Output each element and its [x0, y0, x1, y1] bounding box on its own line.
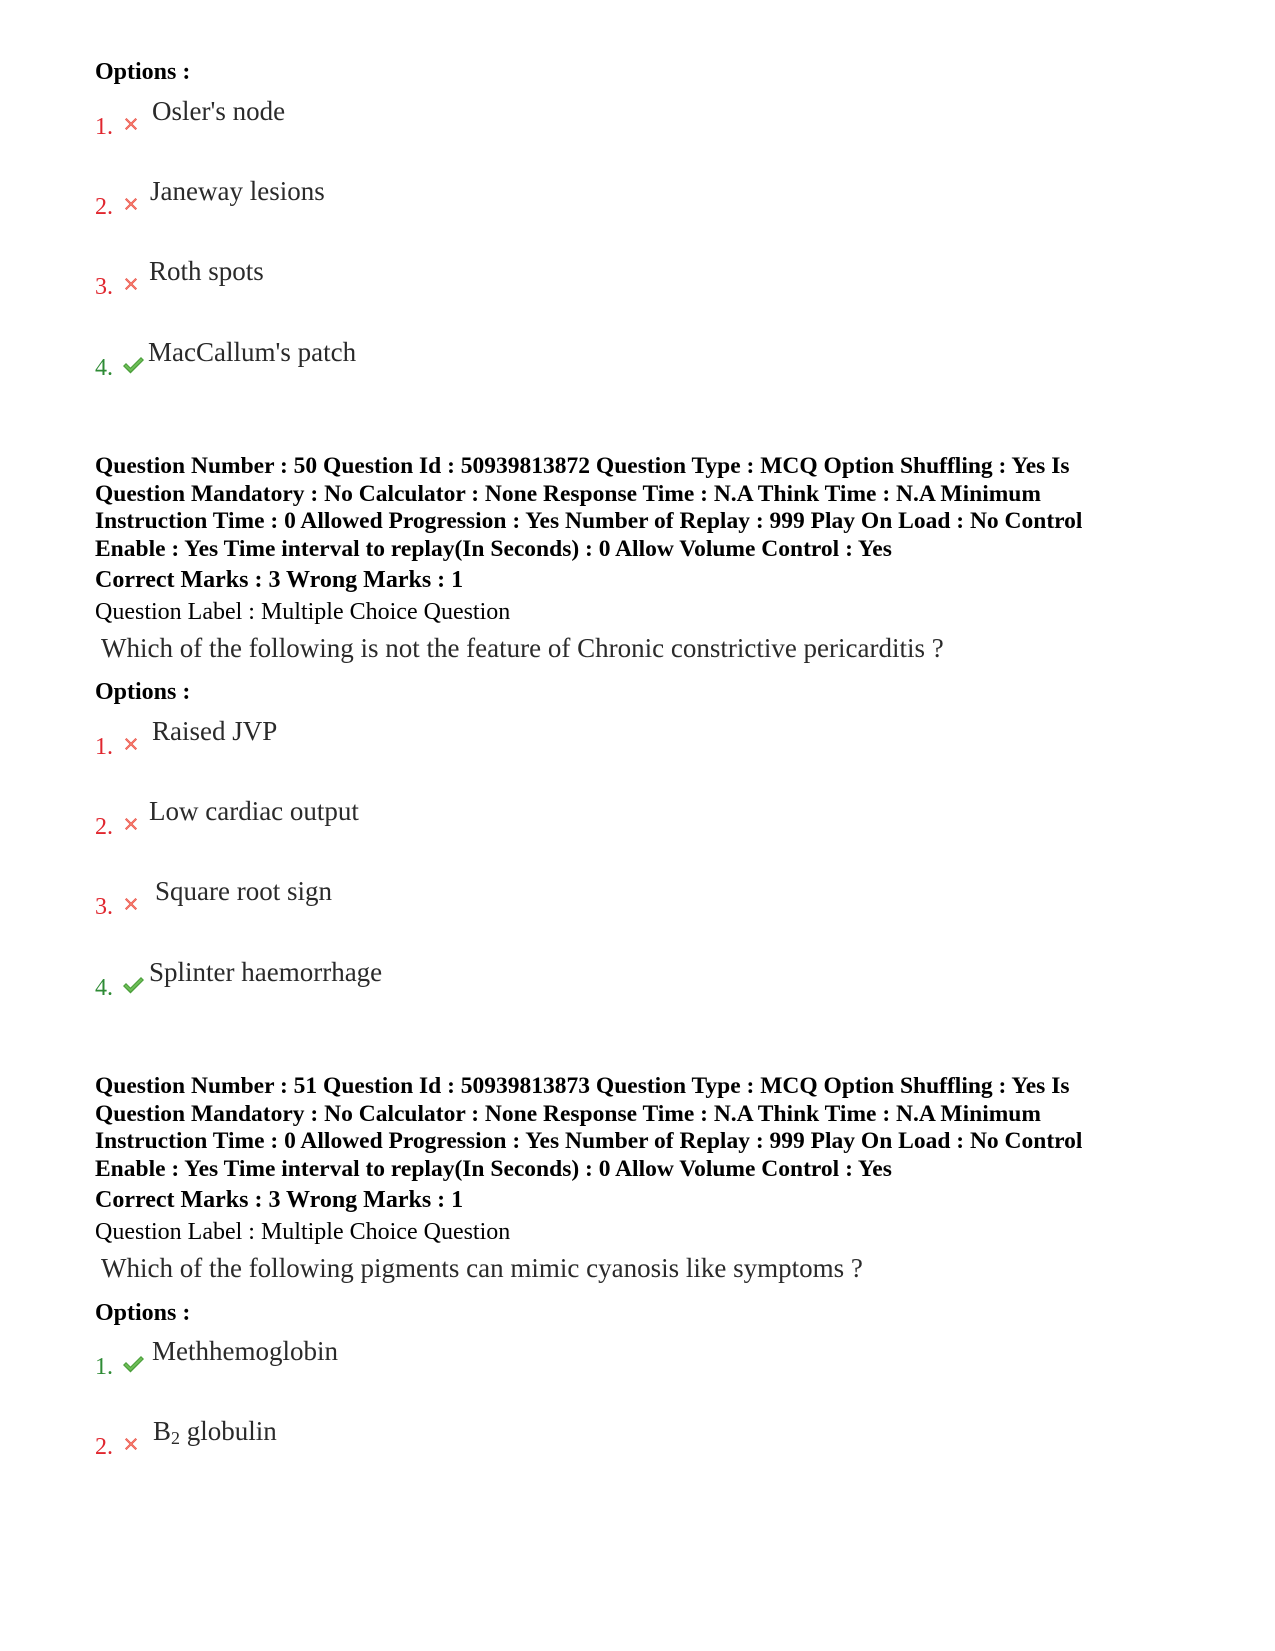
wrong-cross-icon: [121, 894, 141, 914]
marks-line: Correct Marks : 3 Wrong Marks : 1: [95, 567, 464, 593]
question-meta: [95, 453, 1195, 563]
option-number: 1.: [95, 734, 113, 760]
option-4: [95, 337, 695, 381]
option-1: [95, 1336, 695, 1380]
option-text: Low cardiac output: [149, 796, 359, 826]
question-text: Which of the following pigments can mimic cyanosis like symptoms ?: [101, 1253, 863, 1283]
option-text: Raised JVP: [152, 716, 278, 746]
option-number: 4.: [95, 355, 113, 381]
question-meta: [95, 1073, 1195, 1183]
option-text: Janeway lesions: [150, 176, 325, 206]
option-3: [95, 876, 695, 920]
meta-line: Instruction Time : 0 Allowed Progression : Yes Number of Replay : 999 Play On Load : No Control: [95, 1128, 1083, 1154]
meta-line: Question Number : 51 Question Id : 50939813873 Question Type : MCQ Option Shuffling : Yes Is: [95, 1073, 1070, 1099]
option-2: [95, 176, 695, 220]
option-3: [95, 256, 695, 300]
option-1: [95, 96, 695, 140]
option-1: [95, 716, 695, 760]
options-title: Options :: [95, 1300, 191, 1326]
option-number: 2.: [95, 814, 113, 840]
option-text: Roth spots: [149, 256, 264, 286]
correct-check-icon: [121, 1354, 145, 1374]
option-subscript: 2: [171, 1428, 181, 1448]
wrong-cross-icon: [121, 814, 141, 834]
meta-line: Enable : Yes Time interval to replay(In Seconds) : 0 Allow Volume Control : Yes: [95, 535, 892, 562]
wrong-cross-icon: [121, 1434, 141, 1454]
wrong-cross-icon: [121, 194, 141, 214]
option-text: Square root sign: [155, 876, 332, 906]
option-number: 2.: [95, 194, 113, 220]
option-number: 1.: [95, 1354, 113, 1380]
option-number: 4.: [95, 975, 113, 1001]
option-number: 3.: [95, 274, 113, 300]
options-title: Options :: [95, 679, 191, 705]
question-label: Question Label : Multiple Choice Question: [95, 1219, 511, 1245]
wrong-cross-icon: [121, 274, 141, 294]
option-2: [95, 1416, 695, 1460]
meta-line: Question Mandatory : No Calculator : None Response Time : N.A Think Time : N.A Minimum: [95, 1100, 1041, 1127]
option-text: MacCallum's patch: [148, 337, 357, 367]
meta-line: Question Mandatory : No Calculator : None Response Time : N.A Think Time : N.A Minimum: [95, 480, 1041, 507]
correct-check-icon: [121, 975, 145, 995]
question-label: Question Label : Multiple Choice Question: [95, 599, 511, 625]
option-text-main: B: [153, 1416, 172, 1446]
option-4: [95, 957, 695, 1001]
option-number: 1.: [95, 114, 113, 140]
option-text: [153, 1416, 277, 1446]
option-number: 3.: [95, 894, 113, 920]
option-text: Splinter haemorrhage: [149, 957, 383, 987]
option-text: Methhemoglobin: [152, 1336, 338, 1366]
marks-line: Correct Marks : 3 Wrong Marks : 1: [95, 1187, 464, 1213]
option-text: Osler's node: [152, 96, 286, 126]
correct-check-icon: [121, 355, 145, 375]
wrong-cross-icon: [121, 734, 141, 754]
meta-line: Question Number : 50 Question Id : 50939813872 Question Type : MCQ Option Shuffling : Yes Is: [95, 453, 1070, 479]
meta-line: Instruction Time : 0 Allowed Progression : Yes Number of Replay : 999 Play On Load : No Control: [95, 508, 1083, 534]
meta-line: Enable : Yes Time interval to replay(In Seconds) : 0 Allow Volume Control : Yes: [95, 1155, 892, 1182]
option-number: 2.: [95, 1434, 113, 1460]
question-text: Which of the following is not the feature of Chronic constrictive pericarditis ?: [101, 633, 944, 663]
wrong-cross-icon: [121, 114, 141, 134]
option-text-after: globulin: [180, 1416, 277, 1446]
option-2: [95, 796, 695, 840]
options-title: Options :: [95, 59, 191, 85]
